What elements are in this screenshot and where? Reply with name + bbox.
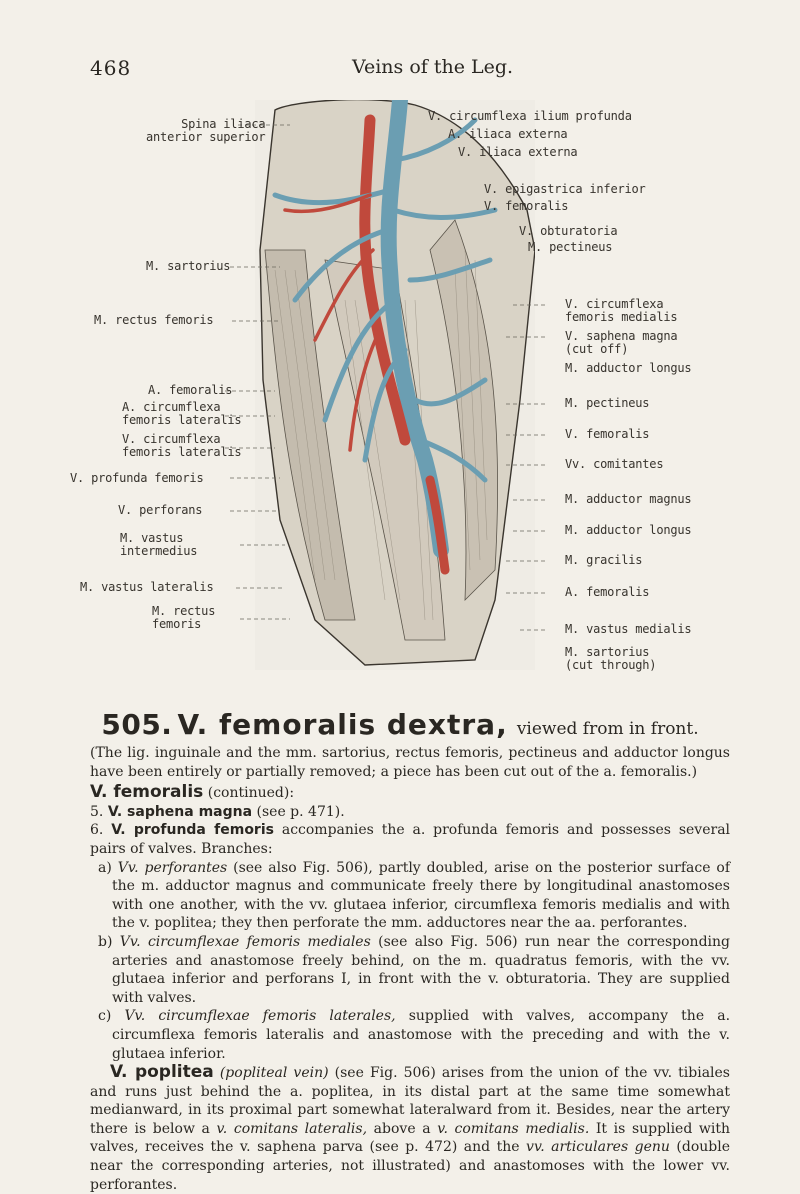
poplitea-title: V. poplitea [110, 1062, 214, 1083]
page-header [90, 56, 730, 82]
label-v-circumflexa-med: V. circumflexa femoris medialis [565, 297, 678, 324]
label-a-iliaca-externa: A. iliaca externa [448, 127, 568, 141]
item-text: accompanies the a. profunda femoris and possesses several pairs of valves. Branches: [90, 822, 731, 857]
label-v-femoralis: V. femoralis [565, 427, 650, 441]
label-v-circumflexa-ilium: V. circumflexa ilium profunda [428, 109, 632, 123]
sub-label: c) [98, 1008, 112, 1025]
label-a-femoralis: A. femoralis [148, 383, 233, 397]
figure-number: 505. [101, 708, 173, 741]
section-title: V. femoralis [90, 782, 204, 803]
label-m-adductor-longus-2: M. adductor longus [565, 523, 692, 537]
poplitea-text: above a [373, 1120, 431, 1137]
sub-name: Vv. circumflexae femoris laterales, [124, 1008, 396, 1025]
label-v-iliaca-externa: V. iliaca externa [458, 145, 578, 159]
poplitea-text: (see Fig. 506) arises from the union of the vv. tibiales and runs just behind the a. poplitea, in its distal part at the same time somewhat medianward, in its proximal part somewhat lateralward from it. Besides, near the artery there is below a [90, 1065, 730, 1137]
running-title: Veins of the Leg. [352, 56, 514, 78]
label-v-saphena-magna: V. saphena magna (cut off) [565, 329, 678, 356]
page-number: 468 [90, 56, 132, 80]
sub-name: Vv. circumflexae femoris mediales [119, 933, 371, 950]
sub-item-a [90, 859, 730, 933]
label-m-pectineus-top: M. pectineus [528, 240, 613, 254]
label-m-adductor-longus: M. adductor longus [565, 361, 692, 375]
figure-title: V. femoralis dextra, [177, 708, 508, 741]
sub-item-c [90, 1007, 730, 1063]
label-m-gracilis: M. gracilis [565, 553, 643, 567]
sub-text: (see also Fig. 506), partly doubled, arise on the posterior surface of the m. adductor magnus and communicate freely there by longitudinal anastomoses with one another, with the vv. glutaea inferior, circumflexa femoris medialis and with the v. poplitea; they then perforate the mm. adductores near the aa. perforantes. [112, 859, 731, 932]
caption-note: (The lig. inguinale and the mm. sartorius, rectus femoris, pectineus and adductor longus have been entirely or partially removed; a piece has been cut out of the a. femoralis.) [90, 745, 730, 780]
section-cont: (continued): [207, 785, 295, 802]
label-m-pectineus: M. pectineus [565, 396, 650, 410]
item-5 [90, 803, 730, 822]
label-m-vastus-intermedius: M. vastus intermedius [120, 531, 198, 558]
label-m-adductor-magnus: M. adductor magnus [565, 492, 692, 506]
poplitea-italic: v. comitans medialis. [437, 1120, 590, 1137]
poplitea-italic: v. comitans lateralis, [216, 1120, 368, 1137]
sub-label: b) [98, 933, 113, 950]
item-number: 6. [90, 822, 104, 839]
label-m-sartorius: M. sartorius [146, 259, 231, 273]
label-v-profunda: V. profunda femoris [70, 471, 204, 485]
poplitea-text: (double near the corresponding arteries, not illustrated) and anastomoses with the lower vv. perforantes. [90, 1139, 730, 1193]
sub-text: supplied with valves, accompany the a. circumflexa femoris lateralis and anastomose with the preceding and with the v. glutaea inferior. [112, 1008, 731, 1062]
poplitea-paragraph [90, 1063, 730, 1194]
item-name: V. saphena magna [107, 803, 253, 820]
body-text [90, 744, 730, 1194]
label-v-femoralis-top: V. femoralis [484, 199, 569, 213]
label-v-circumflexa-lat: V. circumflexa femoris lateralis [122, 432, 242, 459]
label-a-femoralis-r: A. femoralis [565, 585, 650, 599]
section-heading [90, 783, 730, 803]
anatomical-figure [0, 100, 800, 680]
figure-view: viewed from in front. [516, 719, 699, 739]
poplitea-italic: vv. articulares genu [526, 1139, 670, 1156]
poplitea-english: (popliteal vein) [219, 1065, 329, 1082]
label-vv-comitantes: Vv. comitantes [565, 457, 664, 471]
figure-caption [60, 708, 740, 741]
label-v-obturatoria: V. obturatoria [519, 224, 618, 238]
label-m-vastus-medialis: M. vastus medialis [565, 622, 692, 636]
label-m-rectus-femoris: M. rectus femoris [94, 313, 214, 327]
sub-text: (see also Fig. 506) run near the corresponding arteries and anastomose freely behind, on the m. quadratus femoris, with the vv. glutaea inferior and perforans I, in front with the v. obturatoria. They are supplied with valves. [112, 933, 730, 1006]
item-name: V. profunda femoris [111, 822, 274, 839]
label-m-sartorius-cut: M. sartorius (cut through) [565, 645, 657, 672]
label-a-circumflexa-lat: A. circumflexa femoris lateralis [122, 400, 242, 427]
item-number: 5. [90, 803, 104, 820]
poplitea-text: It is supplied with valves, receives the v. saphena parva (see p. 472) and the [90, 1120, 731, 1156]
item-6 [90, 821, 730, 858]
sub-name: Vv. perforantes [117, 859, 228, 876]
label-v-epigastrica: V. epigastrica inferior [484, 182, 646, 196]
label-m-vastus-lateralis: M. vastus lateralis [80, 580, 214, 594]
label-spina-iliaca: Spina iliaca anterior superior [146, 117, 266, 144]
label-v-perforans: V. perforans [118, 503, 203, 517]
label-m-rectus-femoris-2: M. rectus femoris [152, 604, 216, 631]
sub-label: a) [98, 859, 112, 876]
sub-item-b [90, 933, 730, 1007]
item-text: (see p. 471). [256, 803, 345, 820]
